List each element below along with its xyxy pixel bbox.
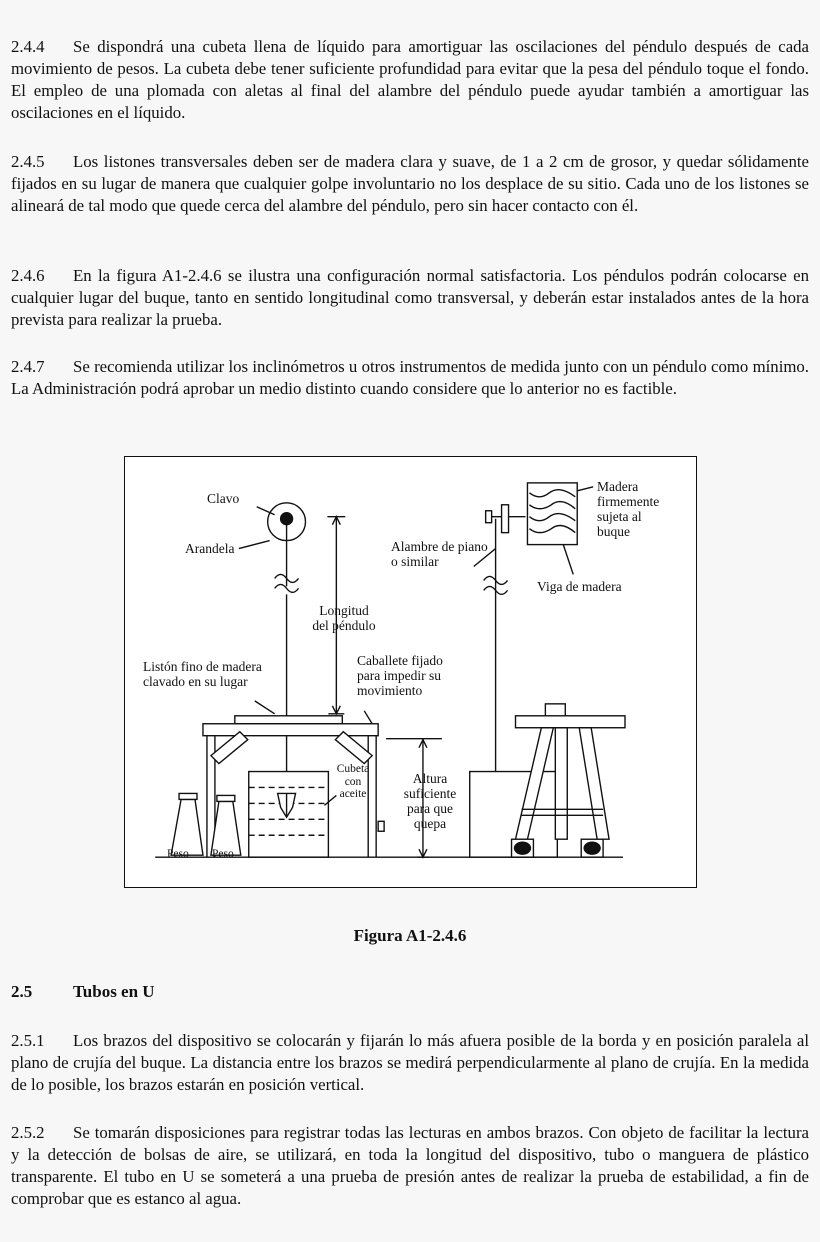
paragraph-2-4-6	[11, 265, 809, 331]
paragraph-text: Se tomarán disposiciones para registrar todas las lecturas en ambos brazos. Con objeto de facilitar la lectura y la detección de bolsas de aire, se utilizará, en toda la longitud del dispositivo, tubo o manguera de plástico transparente. El tubo en U se someterá a una prueba de presión antes de realizar la prueba de estabilidad, a fin de comprobar que es estanco al agua.	[11, 1123, 809, 1208]
paragraph-2-4-4	[11, 36, 809, 124]
paragraph-2-4-5	[11, 151, 809, 217]
paragraph-text: Los brazos del dispositivo se colocarán y fijarán lo más afuera posible de la borda y en posición paralela al plano de crujía del buque. La distancia entre los brazos se medirá perpendicularmente al plano de crujía. En la medida de lo posible, los brazos estarán en posición vertical.	[11, 1031, 809, 1094]
label-viga: Viga de madera	[537, 579, 622, 594]
paragraph-2-5-2	[11, 1122, 809, 1210]
section-heading	[11, 982, 155, 1002]
pendulum-figure	[124, 456, 697, 888]
paragraph-number: 2.4.4	[11, 37, 45, 56]
paragraph-number: 2.5.1	[11, 1031, 45, 1050]
section-title: Tubos en U	[73, 982, 155, 1001]
figure-caption: Figura A1-2.4.6	[353, 926, 467, 945]
paragraph-number: 2.4.6	[11, 266, 45, 285]
label-peso-1: Peso	[167, 848, 189, 860]
paragraph-2-4-7	[11, 356, 809, 400]
label-clavo: Clavo	[207, 491, 240, 506]
paragraph-text: Se recomienda utilizar los inclinómetros u otros instrumentos de medida junto con un péndulo como mínimo. La Administración podrá aprobar un medio distinto cuando considere que lo anterior no es factible.	[11, 357, 809, 398]
label-longitud-pendulo: Longitud del péndulo	[312, 603, 376, 633]
label-liston: Listón fino de madera clavado en su lugar	[143, 659, 262, 689]
paragraph-number: 2.4.5	[11, 152, 45, 171]
label-altura: Altura suficiente para que quepa	[403, 771, 457, 831]
label-cubeta: Cubeta con aceite	[336, 763, 370, 800]
label-alambre: Alambre de piano o similar	[391, 539, 488, 569]
label-caballete: Caballete fijado para impedir su movimiento	[357, 653, 443, 698]
paragraph-text: En la figura A1-2.4.6 se ilustra una configuración normal satisfactoria. Los péndulos podrán colocarse en cualquier lugar del buque, tanto en sentido longitudinal como transversal, y deberán estar instalados antes de la hora prevista para realizar la prueba.	[11, 266, 809, 329]
label-peso-2: Peso	[212, 848, 234, 860]
label-arandela: Arandela	[185, 541, 235, 556]
paragraph-2-5-1	[11, 1030, 809, 1096]
label-madera: Madera firmemente sujeta al buque	[597, 479, 660, 539]
paragraph-number: 2.5.2	[11, 1123, 45, 1142]
paragraph-number: 2.4.7	[11, 357, 45, 376]
section-number: 2.5	[11, 982, 33, 1001]
paragraph-text: Los listones transversales deben ser de madera clara y suave, de 1 a 2 cm de grosor, y quedar sólidamente fijados en su lugar de manera que cualquier golpe involuntario no los desplace de su sitio. Cada uno de los listones se alineará de tal modo que quede cerca del alambre del péndulo, pero sin hacer contacto con él.	[11, 152, 809, 215]
paragraph-text: Se dispondrá una cubeta llena de líquido para amortiguar las oscilaciones del péndulo después de cada movimiento de pesos. La cubeta debe tener suficiente profundidad para evitar que la pesa del péndulo toque el fondo. El empleo de una plomada con aletas al final del alambre del péndulo puede ayudar también a amortiguar las oscilaciones en el líquido.	[11, 37, 809, 122]
